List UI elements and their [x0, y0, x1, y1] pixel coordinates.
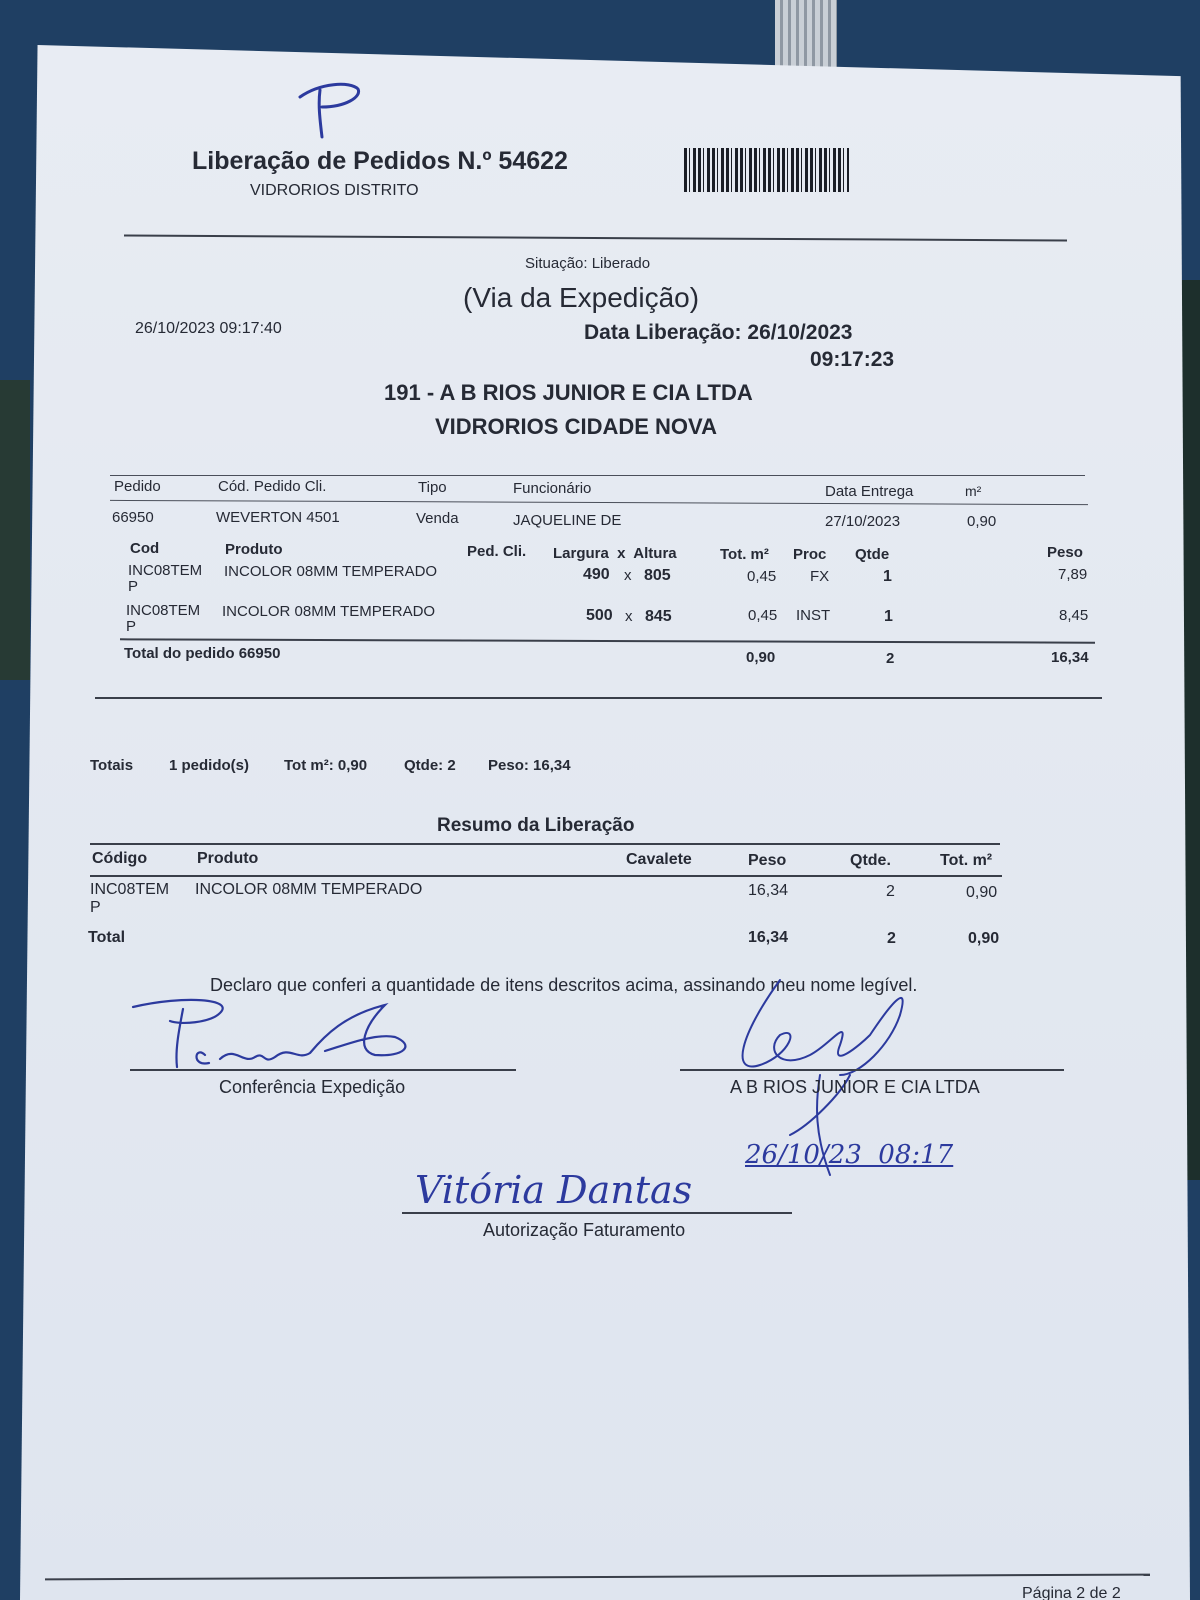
resumo-peso: 16,34	[748, 882, 789, 899]
page-number: Página 2 de 2	[1022, 1585, 1121, 1600]
item-largura: 500	[586, 607, 613, 624]
resumo-header-qtde: Qtde.	[850, 852, 891, 869]
totais-label: Totais	[90, 757, 134, 774]
barcode	[684, 148, 849, 192]
order-total-peso: 16,34	[1051, 649, 1089, 666]
signature-line	[130, 1069, 516, 1071]
item-qtde: 1	[884, 608, 893, 625]
item-proc: INST	[796, 607, 831, 624]
item-header-largura-altura: Largura x Altura	[553, 545, 677, 562]
resumo-header-codigo: Código	[92, 850, 148, 867]
totais-tot-m2: Tot m²: 0,90	[284, 757, 368, 774]
resumo-total-peso: 16,34	[748, 929, 789, 946]
item-header-qtde: Qtde	[855, 546, 890, 563]
item-produto: INCOLOR 08MM TEMPERADO	[224, 563, 438, 580]
divider	[90, 843, 1000, 845]
order-total-qtde: 2	[886, 650, 895, 667]
background-edge-left	[0, 380, 30, 680]
signature-conferencia-handwritten	[125, 995, 435, 1080]
item-header-ped-cli: Ped. Cli.	[467, 543, 527, 560]
data-liberacao: Data Liberação: 26/10/2023	[584, 321, 853, 344]
totais-pedidos: 1 pedido(s)	[169, 757, 250, 774]
col-header-tipo: Tipo	[418, 479, 447, 496]
order-total-m2: 0,90	[746, 649, 776, 666]
item-proc: FX	[810, 568, 830, 585]
item-cod-wrap: P	[126, 618, 137, 635]
resumo-total-m2: 0,90	[968, 930, 1000, 947]
via-label: (Via da Expedição)	[463, 282, 700, 313]
resumo-header-tot-m2: Tot. m²	[940, 852, 993, 869]
signature-line	[680, 1069, 1064, 1071]
client-store: VIDRORIOS CIDADE NOVA	[435, 414, 717, 439]
document-title: Liberação de Pedidos N.º 54622	[192, 147, 568, 175]
handwritten-date: 26/10/23 08:17	[745, 1140, 954, 1170]
col-header-funcionario: Funcionário	[513, 480, 592, 497]
divider	[95, 697, 1102, 699]
situacao-label: Situação: Liberado	[525, 255, 651, 272]
item-cod-wrap: P	[128, 578, 139, 595]
item-header-proc: Proc	[793, 546, 827, 563]
client-name: 191 - A B RIOS JUNIOR E CIA LTDA	[384, 380, 753, 405]
order-cod-pedido-cli: WEVERTON 4501	[216, 509, 340, 526]
item-peso: 8,45	[1059, 607, 1089, 624]
order-funcionario: JAQUELINE DE	[513, 512, 622, 529]
divider	[110, 475, 1085, 476]
resumo-codigo: INC08TEM	[90, 881, 170, 898]
item-altura: 845	[645, 608, 672, 625]
handwritten-name: Vitória Dantas	[415, 1168, 693, 1212]
item-cod: INC08TEM	[128, 562, 203, 579]
signature-label-autorizacao: Autorização Faturamento	[483, 1220, 686, 1240]
item-header-peso: Peso	[1047, 544, 1083, 561]
background-window-frame	[775, 0, 837, 72]
resumo-header-peso: Peso	[748, 852, 787, 869]
divider	[90, 875, 1002, 877]
resumo-title: Resumo da Liberação	[437, 815, 635, 836]
signature-line	[402, 1212, 792, 1214]
col-header-pedido: Pedido	[114, 478, 161, 495]
col-header-cod-pedido-cli: Cód. Pedido Cli.	[218, 478, 327, 495]
print-timestamp: 26/10/2023 09:17:40	[135, 320, 282, 337]
resumo-header-cavalete: Cavalete	[626, 851, 692, 868]
col-header-m2: m²	[965, 483, 982, 499]
resumo-qtde: 2	[886, 883, 895, 900]
item-largura: 490	[583, 566, 610, 583]
resumo-tot-m2: 0,90	[966, 884, 998, 901]
order-total-label: Total do pedido 66950	[124, 645, 281, 662]
declaration-text: Declaro que conferi a quantidade de itens descritos acima, assinando meu nome legível.	[210, 975, 918, 995]
item-x: x	[625, 608, 633, 625]
resumo-produto: INCOLOR 08MM TEMPERADO	[195, 881, 423, 898]
item-produto: INCOLOR 08MM TEMPERADO	[222, 603, 436, 620]
signature-label-conferencia: Conferência Expedição	[219, 1077, 406, 1097]
item-tot-m2: 0,45	[747, 568, 777, 585]
order-m2: 0,90	[967, 513, 997, 530]
data-liberacao-time: 09:17:23	[810, 348, 895, 371]
item-cod: INC08TEM	[126, 602, 201, 619]
totais-peso: Peso: 16,34	[488, 757, 571, 774]
item-x: x	[624, 567, 632, 584]
item-tot-m2: 0,45	[748, 607, 778, 624]
item-header-cod: Cod	[130, 540, 160, 557]
item-peso: 7,89	[1058, 566, 1088, 583]
col-header-data-entrega: Data Entrega	[825, 483, 914, 500]
resumo-total-qtde: 2	[887, 930, 896, 947]
resumo-header-produto: Produto	[197, 850, 259, 867]
item-altura: 805	[644, 567, 671, 584]
company-name: VIDRORIOS DISTRITO	[250, 182, 419, 199]
item-qtde: 1	[883, 568, 892, 585]
totais-qtde: Qtde: 2	[404, 757, 456, 774]
order-pedido: 66950	[112, 509, 154, 526]
resumo-codigo-wrap: P	[90, 899, 101, 916]
item-header-tot-m2: Tot. m²	[720, 546, 769, 563]
handwritten-p-mark	[290, 75, 370, 145]
item-header-produto: Produto	[225, 541, 283, 558]
order-data-entrega: 27/10/2023	[825, 513, 901, 530]
signature-label-cliente: A B RIOS JUNIOR E CIA LTDA	[730, 1077, 980, 1097]
resumo-total-label: Total	[88, 929, 126, 946]
order-tipo: Venda	[416, 510, 459, 527]
